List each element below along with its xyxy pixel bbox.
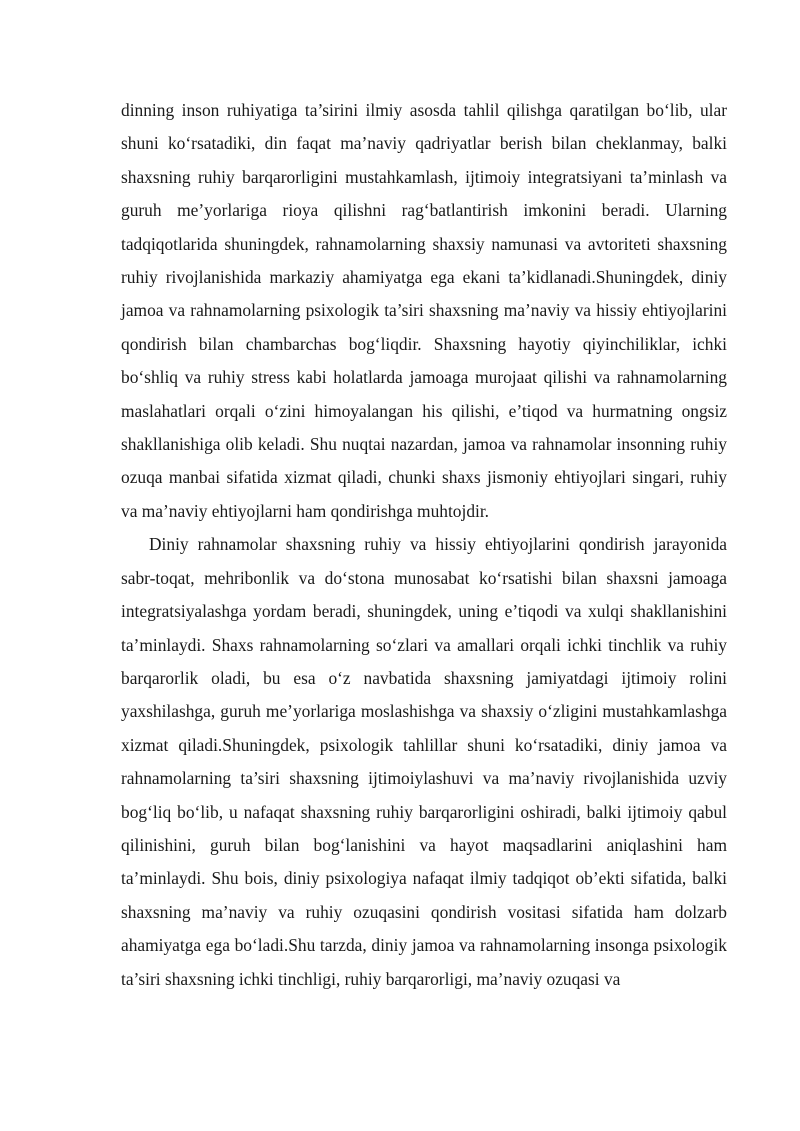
document-body (121, 94, 727, 996)
body-paragraph: dinning inson ruhiyatiga ta’sirini ilmiy asosda tahlil qilishga qaratilgan bo‘lib, ular shuni ko‘rsatadiki, din faqat ma’naviy qadriyatlar berish bilan cheklanmay, balki shaxsning ruhiy barqarorligini mustahkamlash, ijtimoiy integratsiyani ta’minlash va guruh me’yorlariga rioya qilishni rag‘batlantirish imkonini beradi. Ularning tadqiqotlarida shuningdek, rahnamolarning shaxsiy namunasi va avtoriteti shaxsning ruhiy rivojlanishida markaziy ahamiyatga ega ekani ta’kidlanadi.Shuningdek, diniy jamoa va rahnamolarning psixologik ta’siri shaxsning ma’naviy va hissiy ehtiyojlarini qondirish bilan chambarchas bog‘liqdir. Shaxsning hayotiy qiyinchiliklar, ichki bo‘shliq va ruhiy stress kabi holatlarda jamoaga murojaat qilishi va rahnamolarning maslahatlari orqali o‘zini himoyalangan his qilishi, e’tiqod va hurmatning ongsiz shakllanishiga olib keladi. Shu nuqtai nazardan, jamoa va rahnamolar insonning ruhiy ozuqa manbai sifatida xizmat qiladi, chunki shaxs jismoniy ehtiyojlari singari, ruhiy va ma’naviy ehtiyojlarni ham qondirishga muhtojdir. (121, 100, 727, 521)
body-paragraph: Diniy rahnamolar shaxsning ruhiy va hissiy ehtiyojlarini qondirish jarayonida sabr-toqat, mehribonlik va do‘stona munosabat ko‘rsatishi bilan shaxsni jamoaga integratsiyalashga yordam beradi, shuningdek, uning e’tiqodi va xulqi shakllanishini ta’minlaydi. Shaxs rahnamolarning so‘zlari va amallari orqali ichki tinchlik va ruhiy barqarorlik oladi, bu esa o‘z navbatida shaxsning jamiyatdagi ijtimoiy rolini yaxshilashga, guruh me’yorlariga moslashishga va shaxsiy o‘zligini mustahkamlashga xizmat qiladi.Shuningdek, psixologik tahlillar shuni ko‘rsatadiki, diniy jamoa va rahnamolarning ta’siri shaxsning ijtimoiylashuvi va ma’naviy rivojlanishida uzviy bog‘liq bo‘lib, u nafaqat shaxsning ruhiy barqarorligini oshiradi, balki ijtimoiy qabul qilinishini, guruh bilan bog‘lanishini va hayot maqsadlarini aniqlashini ham ta’minlaydi. Shu bois, diniy psixologiya nafaqat ilmiy tadqiqot ob’ekti sifatida, balki shaxsning ma’naviy va ruhiy ozuqasini qondirish vositasi sifatida ham dolzarb ahamiyatga ega bo‘ladi.Shu tarzda, diniy jamoa va rahnamolarning insonga psixologik ta’siri shaxsning ichki tinchligi, ruhiy barqarorligi, ma’naviy ozuqasi va (121, 534, 727, 989)
